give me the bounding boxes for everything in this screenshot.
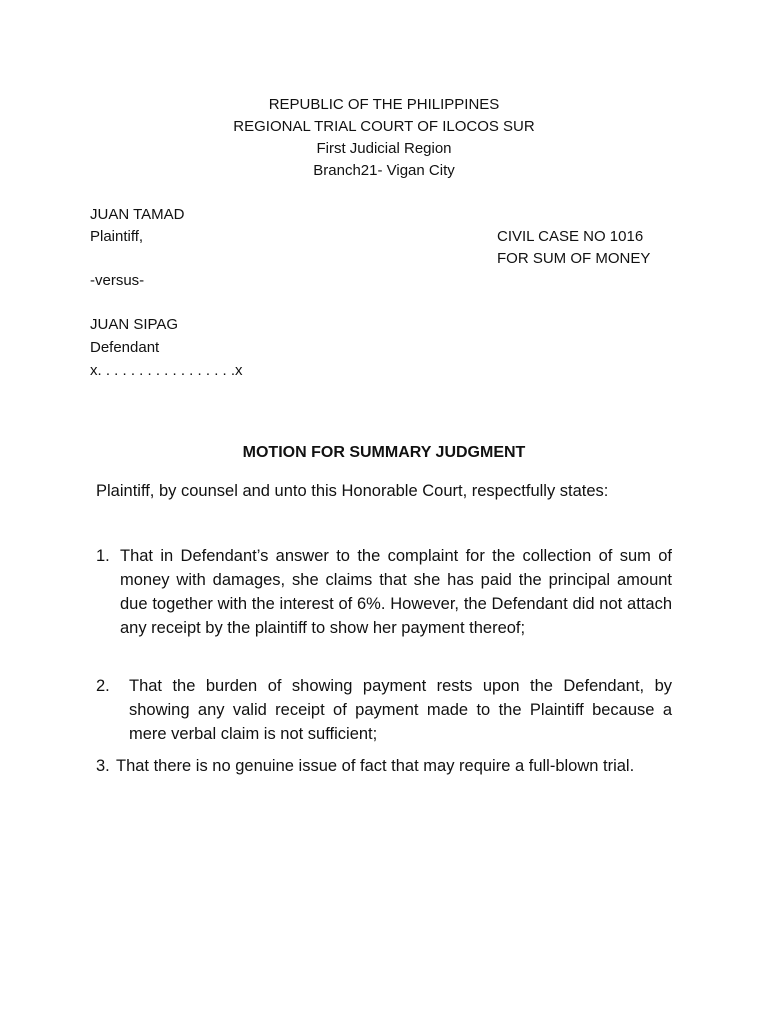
caption-separator: x. . . . . . . . . . . . . . . . .x	[90, 362, 243, 379]
list-item-2	[96, 674, 672, 746]
item-text: That the burden of showing payment rests upon the Defendant, by showing any valid receipt of payment made to the Plaintiff because a mere verbal claim is not sufficient;	[129, 677, 672, 743]
item-text: That in Defendant’s answer to the complaint for the collection of sum of money with damages, she claims that she has paid the principal amount due together with the interest of 6%. However, the Defendant did not attach any receipt by the plaintiff to show her payment thereof;	[120, 547, 672, 637]
plaintiff-role: Plaintiff,	[90, 228, 144, 245]
defendant-role: Defendant	[90, 339, 160, 356]
court-header	[0, 94, 768, 182]
item-number: 3.	[96, 757, 110, 775]
item-number: 2.	[96, 677, 110, 695]
header-republic: REPUBLIC OF THE PHILIPPINES	[268, 96, 500, 113]
versus-label: -versus-	[90, 272, 145, 289]
case-type: FOR SUM OF MONEY	[497, 250, 651, 267]
plaintiff-name: JUAN TAMAD	[90, 206, 185, 223]
header-court: REGIONAL TRIAL COURT OF ILOCOS SUR	[233, 118, 535, 135]
list-item-1	[96, 544, 672, 640]
item-text: That there is no genuine issue of fact that may require a full-blown trial.	[116, 757, 635, 775]
intro-paragraph: Plaintiff, by counsel and unto this Honorable Court, respectfully states:	[96, 482, 609, 500]
list-item-3	[96, 754, 678, 778]
header-region: First Judicial Region	[316, 140, 452, 157]
case-number: CIVIL CASE NO 1016	[497, 228, 644, 245]
motion-title: MOTION FOR SUMMARY JUDGMENT	[242, 444, 526, 461]
defendant-name: JUAN SIPAG	[90, 316, 179, 333]
header-branch: Branch21- Vigan City	[313, 162, 455, 179]
item-number: 1.	[96, 547, 110, 565]
